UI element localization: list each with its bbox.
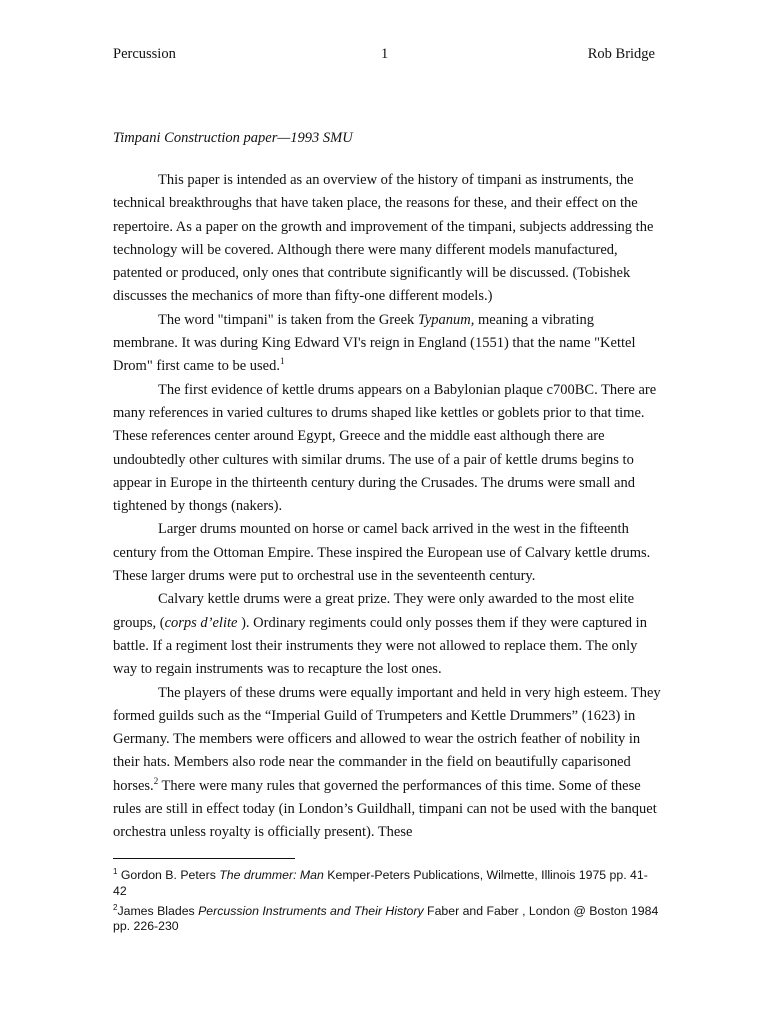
footnote-divider [113,858,295,859]
footnote-1-italic: The drummer: Man [219,868,324,882]
footnotes [113,868,661,939]
paragraph-2-italic: Typanum, [417,311,475,328]
paragraph-5-italic: corps d’elite [164,614,238,631]
page-number: 1 [381,46,389,62]
paragraph-1-text: This paper is intended as an overview of the history of timpani as instruments, the technical breakthroughs that have taken place, the reasons for these, and their effect on the repertoire. As a paper on the growth and improvement of the timpani, subjects addressing the technology will be covered. Although there were many different models manufactured, patented or produced, only ones that contribute significantly will be discussed. (Tobishek discusses the mechanics of more than fifty-one different models.) [113,172,654,305]
footnote-2-text-b: Faber and Faber , London @ Boston 1984 pp. 226-230 [113,903,659,934]
paragraph-5-text-a: Calvary kettle drums were a great prize. They were only awarded to the most elite groups, ( [113,591,635,631]
header-subject: Percussion [113,46,176,62]
footnote-ref-1[interactable]: 1 [279,356,285,367]
paragraph-6-text-b: There were many rules that governed the performances of this time. Some of these rules are still in effect today (in London’s Guildhall, timpani can not be used with the banquet orchestra unless royalty is officially present). These [113,777,657,841]
footnote-2 [113,904,661,936]
paragraph-5-text-b: ). Ordinary regiments could only posses them if they were captured in battle. If a regiment lost their instruments they were not allowed to replace them. The only way to regain instruments was to recapture the lost ones. [113,614,647,678]
paragraph-2 [113,309,661,379]
paragraph-3-text: The first evidence of kettle drums appears on a Babylonian plaque c700BC. There are many references in varied cultures to drums shaped like kettles or goblets prior to that time. These references center around Egypt, Greece and the middle east although there are undoubtedly other cultures with similar drums. The use of a pair of kettle drums begins to appear in Europe in the thirteenth century during the Crusades. The drums were small and tightened by thongs (nakers). [113,381,657,515]
paragraph-4-text: Larger drums mounted on horse or camel back arrived in the west in the fifteenth century from the Ottoman Empire. These inspired the European use of Calvary kettle drums. These larger drums were put to orchestral use in the seventeenth century. [113,521,651,585]
footnote-1-text-b: Kemper-Peters Publications, Wilmette, Illinois 1975 pp. 41-42 [113,868,648,898]
paragraph-6 [113,682,661,845]
document-title: Timpani Construction paper—1993 SMU [113,130,353,146]
paragraph-2-text-b: meaning a vibrating membrane. It was during King Edward VI's reign in England (1551) that the name "Kettel Drom" first came to be used. [113,311,636,375]
paragraph-6-text-a: The players of these drums were equally important and held in very high esteem. They formed guilds such as the “Imperial Guild of Trumpeters and Kettle Drummers” (1623) in Germany. The members were officers and allowed to wear the ostrich feather of nobility in their hats. Members also rode near the commander in the field on beautifully caparisoned horses. [113,684,661,794]
document-body [113,169,661,845]
footnote-2-italic: Percussion Instruments and Their History [198,903,424,918]
paragraph-4 [113,518,661,588]
footnote-2-text-a: James Blades [117,903,199,918]
page-header [113,46,655,66]
footnote-ref-2[interactable]: 2 [153,775,159,786]
footnote-2-marker: 2 [113,902,118,912]
paragraph-1 [113,169,661,309]
paragraph-2-text-a: The word "timpani" is taken from the Greek [158,311,418,328]
paragraph-3 [113,379,661,519]
header-author: Rob Bridge [587,46,655,62]
paragraph-5 [113,588,661,681]
footnote-1-marker: 1 [113,866,118,876]
footnote-1 [113,868,661,900]
footnote-1-text-a: Gordon B. Peters [117,868,220,882]
